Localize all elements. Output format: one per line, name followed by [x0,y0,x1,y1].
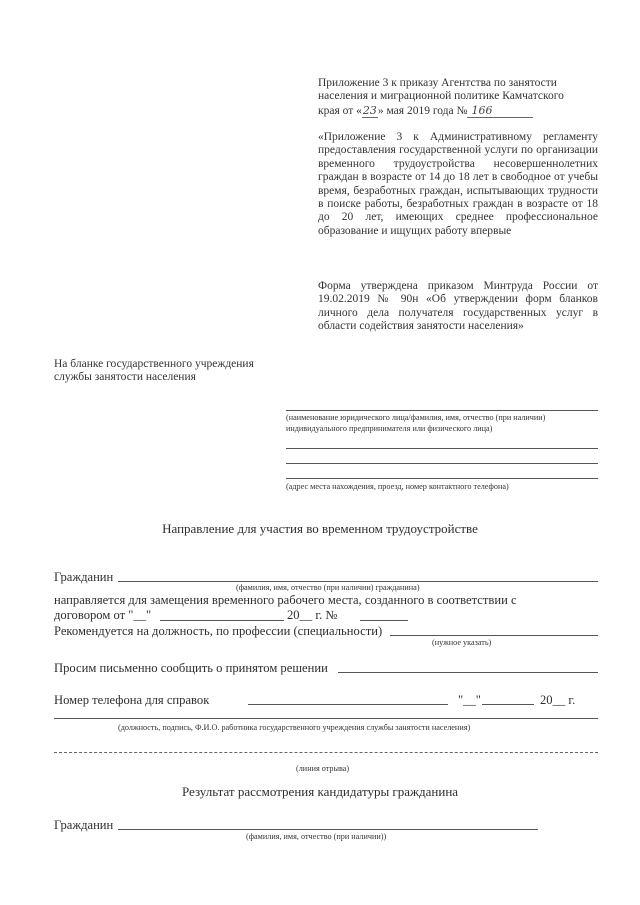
recipient-line-2 [286,448,598,449]
result-citizen-caption: (фамилия, имя, отчество (при наличии)) [246,832,387,841]
recipient-name-caption-1: (наименование юридического лица/фамилия, имя, отчество (при наличии) [286,413,546,422]
recipient-address-line [286,478,598,479]
recipient-name-caption-2: индивидуального предпринимателя или физического лица) [286,424,493,433]
regulation-note: «Приложение 3 к Административному регламенту предоставления государственной услуги по организации временного трудоустройства несовершеннолетних граждан в возрасте от 14 до 18 лет в свободное от учебы время, безработных граждан, испытывающих трудности в поиске работы, безработных граждан в возрасте от 18 до 20 лет, имеющих среднее профессиональное образование и ищущих работу впервые [318,131,598,237]
appendix-date-prefix: края от « [318,104,362,117]
citizen-name-caption: (фамилия, имя, отчество (при наличии) гражданина) [236,583,420,592]
phone-date-year: 20__ г. [540,693,576,707]
letterhead-line-1: На бланке государственного учреждения [54,358,254,370]
result-title: Результат рассмотрения кандидатуры гражданина [181,784,459,799]
request-label: Просим письменно сообщить о принятом решении [54,661,328,675]
result-citizen-name-field[interactable] [118,829,538,830]
tear-line-caption: (линия отрыва) [296,764,350,773]
letterhead-note [54,358,294,385]
phone-number-field[interactable] [248,704,448,705]
appendix-number-handwritten: 166 [467,104,533,118]
contract-year: 20__ г. № [287,608,338,622]
citizen-name-field[interactable] [118,581,598,582]
phone-label: Номер телефона для справок [54,693,210,707]
appendix-header [318,77,600,118]
letterhead-line-2: службы занятости населения [54,371,196,384]
request-decision-field[interactable] [338,672,598,673]
recommended-caption: (нужное указать) [432,638,492,647]
appendix-line-2: населения и миграционной политике Камчатского [318,90,564,103]
phone-date-month-field[interactable] [482,704,534,705]
result-citizen-label: Гражданин [54,818,114,832]
appendix-line-3 [318,104,600,118]
contract-prefix: договором от "__" [54,608,152,622]
signature-caption: (должность, подпись, Ф.И.О. работника государственного учреждения службы занятости населения) [118,723,471,732]
appendix-line-1: Приложение 3 к приказу Агентства по занятости [318,77,557,89]
signature-line[interactable] [54,718,598,719]
recipient-line-3 [286,463,598,464]
recipient-address-caption: (адрес места нахождения, проезд, номер контактного телефона) [286,482,509,491]
tear-line [54,752,598,753]
appendix-date-mid: » мая 2019 года № [377,104,468,117]
citizen-label: Гражданин [54,570,114,584]
contract-number-field[interactable] [360,620,408,621]
form-title: Направление для участия во временном трудоустройстве [162,521,478,536]
recipient-name-line [286,410,598,411]
recommended-position-field[interactable] [390,635,598,636]
form-approval-note: Форма утверждена приказом Минтруда России от 19.02.2019 № 90н «Об утверждении форм бланков личного дела получателя государственных услуг в области содействия занятости населения» [318,280,598,333]
appendix-day-handwritten: 23 [362,103,377,117]
phone-date-day: "__" [458,693,481,707]
sent-for-line: направляется для замещения временного рабочего места, созданного в соответствии с [54,593,517,607]
recommended-label: Рекомендуется на должность, по профессии (специальности) [54,624,383,638]
contract-month-field[interactable] [160,620,284,621]
